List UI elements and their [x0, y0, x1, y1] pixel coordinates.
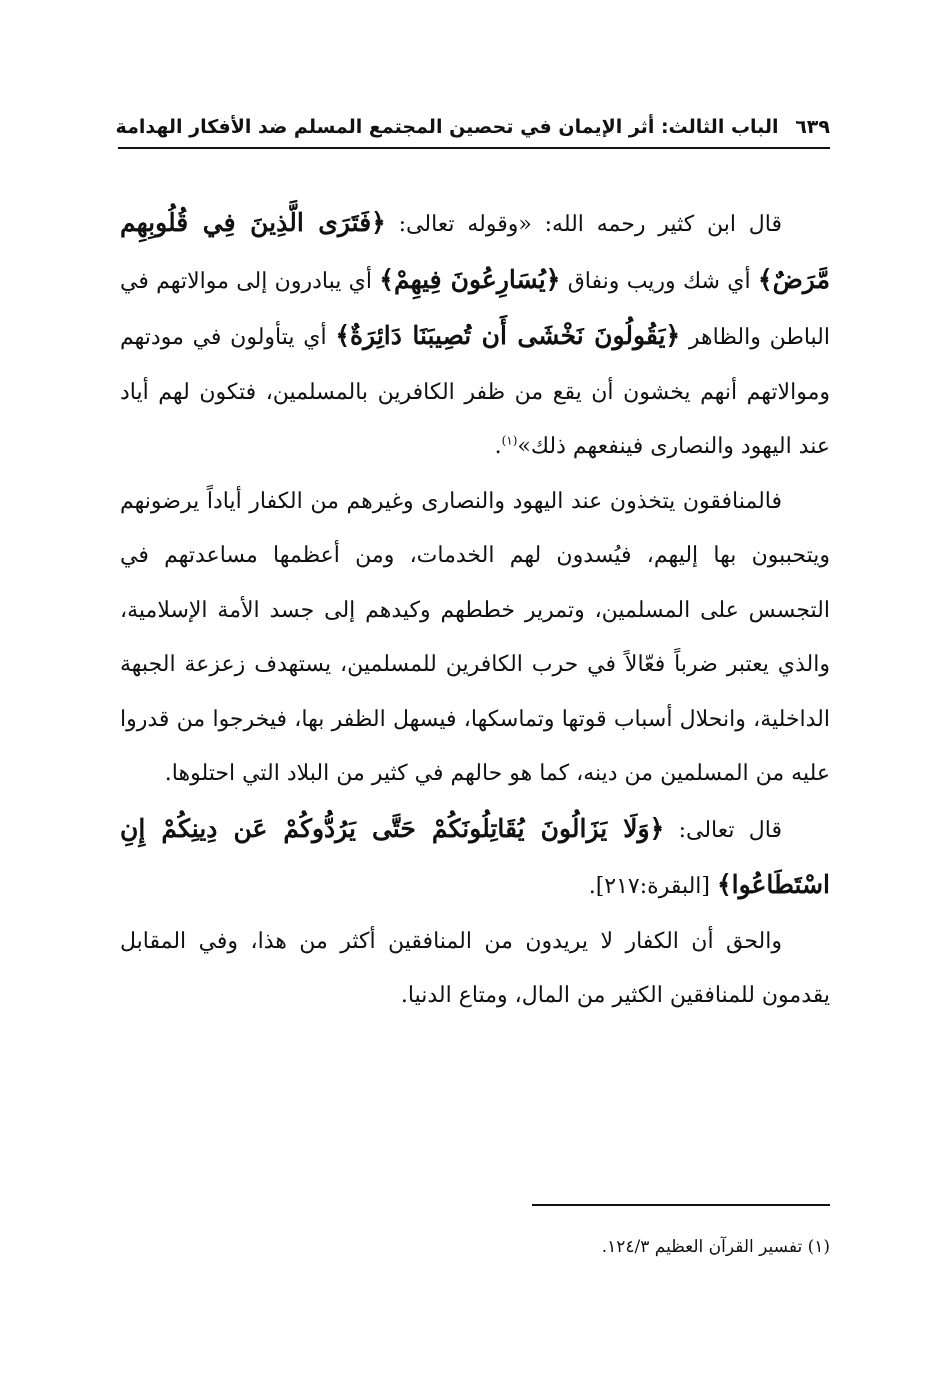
quran-verse: ﴿فَتَرَى الَّذِينَ فِي قُلُوبِهِم مَّرَضٌ﴾ — [120, 208, 830, 294]
footnote-marker: (١) — [501, 433, 518, 448]
footnote-rule — [532, 1204, 830, 1206]
quran-verse: ﴿يَقُولُونَ نَخْشَى أَن تُصِيبَنَا دَائِرَةٌ﴾ — [335, 321, 681, 350]
paragraph-ibn-kathir-quote — [120, 196, 830, 475]
footnote: (١) تفسير القرآن العظيم ١٢٤/٣. — [601, 1237, 830, 1257]
verse-reference: [البقرة:٢١٧]. — [588, 874, 717, 899]
page-number: ٦٣٩ — [795, 116, 830, 138]
paragraph-hypocrites: فالمنافقون يتخذون عند اليهود والنصارى وغيرهم من الكفار أياداً يرضونهم ويتحببون بها إليهم، فيُسدون لهم الخدمات، ومن أعظمها مساعدتهم في التجسس على المسلمين، وتمرير خططهم وكيدهم إلى جسد الأمة الإسلامية، والذي يعتبر ضرباً فعّالاً في حرب الكافرين للمسلمين، يستهدف زعزعة الجبهة الداخلية، وانحلال أسباب قوتها وتماسكها، فيسهل الظفر بها، فيخرجوا من قدروا عليه من المسلمين من دينه، كما هو حالهم في كثير من البلاد التي احتلوها. — [120, 488, 831, 786]
quran-verse: ﴿يُسَارِعُونَ فِيهِمْ﴾ — [379, 264, 561, 294]
verse-intro: قال تعالى: — [664, 817, 782, 843]
quran-verse: ﴿وَلَا يَزَالُونَ يُقَاتِلُونَكُمْ حَتَّى يَرُدُّوكُمْ عَن دِينِكُمْ إِنِ اسْتَطَاعُوا﴾ — [120, 813, 830, 899]
paragraph-conclusion: والحق أن الكفار لا يريدون من المنافقين أكثر من هذا، وفي المقابل يقدمون للمنافقين الكثير من المال، ومتاع الدنيا. — [120, 928, 830, 1008]
chapter-title: الباب الثالث: أثر الإيمان في تحصين المجتمع المسلم ضد الأفكار الهدامة — [115, 116, 779, 138]
commentary-text: أي يبادرون إلى موالاتهم في الباطن والظاهر — [120, 268, 830, 350]
main-text — [120, 196, 830, 1024]
header-rule — [118, 147, 830, 149]
book-page — [115, 0, 831, 1387]
quote-intro: قال ابن كثير رحمه الله: «وقوله تعالى: — [385, 212, 782, 237]
paragraph-verse-baqarah — [120, 802, 830, 915]
commentary-text: أي يتأولون في مودتهم وموالاتهم أنهم يخشون أن يقع من ظفر الكافرين بالمسلمين، فتكون لهم أياد عند اليهود والنصارى فينفعهم ذلك» — [120, 325, 830, 459]
sentence-end: . — [494, 434, 502, 459]
commentary-text: أي شك وريب ونفاق — [560, 268, 758, 294]
running-header — [115, 112, 830, 148]
